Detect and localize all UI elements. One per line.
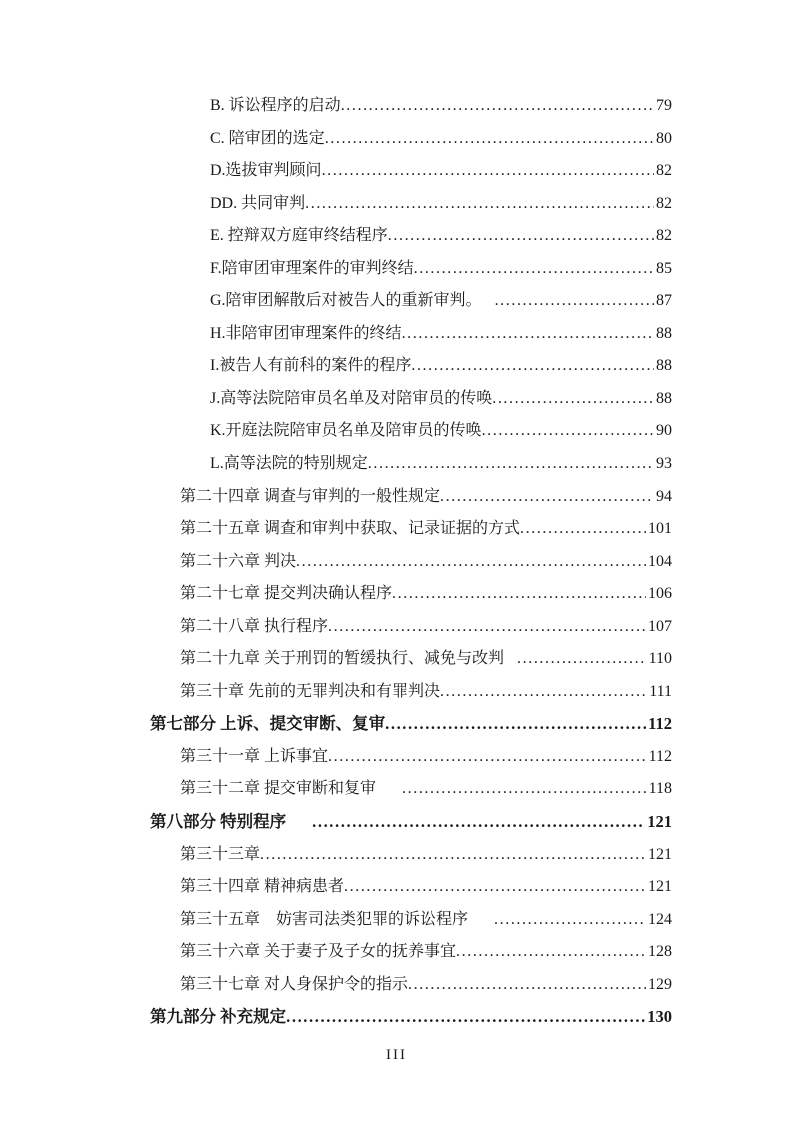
leader-dots — [322, 155, 654, 188]
toc-entry-label: 第七部分 上诉、提交审断、复审 — [150, 714, 386, 734]
toc-entry — [150, 481, 672, 514]
leader-dots — [296, 546, 646, 579]
toc-entry — [150, 839, 672, 872]
toc-entry-page: 85 — [656, 259, 672, 277]
toc-entry-label: I.被告人有前科的案件的程序 — [210, 357, 412, 375]
leader-dots — [305, 188, 654, 221]
toc-entry-page: 112 — [648, 747, 672, 765]
toc-entry-label: E. 控辩双方庭审终结程序 — [210, 227, 388, 245]
leader-dots — [328, 741, 647, 774]
toc-entry-page: 128 — [648, 943, 672, 961]
leader-dots — [517, 643, 647, 676]
toc-entry — [150, 904, 672, 937]
leader-dots — [260, 839, 646, 872]
toc-entry-page: 110 — [648, 650, 672, 668]
toc-entry-label: J.高等法院陪审员名单及对陪审员的传唤 — [210, 389, 493, 407]
page-number: III — [386, 1047, 407, 1063]
toc-entry-page: 93 — [656, 455, 672, 473]
toc-entry — [150, 350, 672, 383]
table-of-contents — [150, 90, 672, 1034]
toc-entry-page: 88 — [656, 389, 672, 407]
toc-entry-label: L.高等法院的特别规定 — [210, 455, 368, 473]
toc-entry-page: 129 — [648, 975, 672, 993]
toc-entry-page: 121 — [648, 845, 672, 863]
toc-entry-label: 第三十六章 关于妻子及子女的抚养事宜 — [180, 943, 457, 961]
toc-entry-page: 82 — [656, 194, 672, 212]
toc-entry — [150, 936, 672, 969]
toc-entry — [150, 513, 672, 546]
toc-entry — [150, 383, 672, 416]
leader-dots — [408, 969, 646, 1002]
toc-entry-page: 88 — [656, 324, 672, 342]
toc-entry-label: 第三十四章 精神病患者 — [180, 878, 345, 896]
toc-entry-page: 121 — [648, 878, 672, 896]
toc-entry-page: 88 — [656, 357, 672, 375]
toc-entry-label: K.开庭法院陪审员名单及陪审员的传唤 — [210, 422, 482, 440]
leader-dots — [392, 578, 646, 611]
toc-entry-label: 第三十七章 对人身保护令的指示 — [180, 975, 409, 993]
toc-entry — [150, 741, 672, 774]
toc-entry — [150, 188, 672, 221]
leader-dots — [341, 90, 654, 123]
toc-entry-page: 121 — [647, 812, 672, 832]
toc-entry-page: 94 — [656, 487, 672, 505]
toc-entry-label: 第二十七章 提交判决确认程序 — [180, 585, 393, 603]
leader-dots — [456, 936, 646, 969]
toc-entry-label: 第三十三章 — [180, 845, 261, 863]
leader-dots — [492, 383, 654, 416]
toc-entry — [150, 155, 672, 188]
leader-dots — [520, 513, 646, 546]
leader-dots — [440, 676, 647, 709]
leader-dots — [494, 904, 646, 937]
leader-dots — [388, 220, 654, 253]
leader-dots — [402, 773, 647, 806]
toc-entry-page: 112 — [648, 714, 672, 734]
toc-entry — [150, 285, 672, 318]
toc-entry — [150, 578, 672, 611]
toc-entry-page: 82 — [656, 227, 672, 245]
leader-dots — [385, 708, 646, 741]
toc-entry-page: 130 — [647, 1007, 672, 1027]
toc-entry — [150, 969, 672, 1002]
toc-entry-label: 第三十五章 妨害司法类犯罪的诉讼程序 — [180, 910, 469, 928]
leader-dots — [482, 415, 654, 448]
toc-entry — [150, 773, 672, 806]
toc-entry — [150, 318, 672, 351]
toc-entry — [150, 220, 672, 253]
toc-entry — [150, 806, 672, 839]
toc-entry — [150, 676, 672, 709]
toc-entry — [150, 643, 672, 676]
leader-dots — [328, 611, 646, 644]
leader-dots — [414, 253, 654, 286]
leader-dots — [286, 1001, 645, 1034]
toc-entry-label: 第三十一章 上诉事宜 — [180, 747, 329, 765]
toc-entry-label: 第二十六章 判决 — [180, 552, 297, 570]
toc-entry-label: H.非陪审团审理案件的终结 — [210, 324, 402, 342]
toc-entry-label: DD. 共同审判 — [210, 194, 306, 212]
leader-dots — [495, 285, 654, 318]
toc-entry-page: 79 — [656, 97, 672, 114]
leader-dots — [344, 871, 646, 904]
toc-entry-label: D.选拔审判顾问 — [210, 162, 322, 180]
toc-entry-label: C. 陪审团的选定 — [210, 129, 325, 147]
toc-entry — [150, 871, 672, 904]
toc-entry-page: 107 — [648, 617, 672, 635]
toc-entry — [150, 448, 672, 481]
toc-entry-label: 第二十九章 关于刑罚的暂缓执行、减免与改判 — [180, 650, 505, 668]
toc-entry-page: 106 — [648, 585, 672, 603]
toc-entry-page: 124 — [648, 910, 672, 928]
toc-entry-label: 第二十五章 调查和审判中获取、记录证据的方式 — [180, 520, 521, 538]
toc-entry — [150, 611, 672, 644]
toc-entry-page: 104 — [648, 552, 672, 570]
toc-entry-label: F.陪审团审理案件的审判终结 — [210, 259, 414, 277]
toc-entry-page: 101 — [648, 520, 672, 538]
toc-entry-page: 118 — [648, 780, 672, 798]
toc-entry-label: B. 诉讼程序的启动 — [210, 97, 341, 114]
toc-entry — [150, 253, 672, 286]
toc-entry — [150, 123, 672, 156]
toc-entry-label: 第二十八章 执行程序 — [180, 617, 329, 635]
toc-entry-page: 90 — [656, 422, 672, 440]
leader-dots — [402, 318, 654, 351]
toc-entry-label: 第八部分 特别程序 — [150, 812, 287, 832]
toc-entry-label: 第二十四章 调查与审判的一般性规定 — [180, 487, 441, 505]
leader-dots — [411, 350, 654, 383]
toc-entry-label: 第九部分 补充规定 — [150, 1007, 287, 1027]
toc-entry-label: G.陪审团解散后对被告人的重新审判。 — [210, 292, 482, 310]
toc-entry — [150, 415, 672, 448]
toc-entry-page: 87 — [656, 292, 672, 310]
toc-entry — [150, 546, 672, 579]
toc-entry-label: 第三十章 先前的无罪判决和有罪判决 — [180, 682, 441, 700]
leader-dots — [312, 806, 645, 839]
toc-entry — [150, 1001, 672, 1034]
leader-dots — [368, 448, 654, 481]
toc-entry-page: 111 — [649, 682, 672, 700]
toc-entry-label: 第三十二章 提交审断和复审 — [180, 780, 377, 798]
toc-entry-page: 82 — [656, 162, 672, 180]
toc-entry — [150, 90, 672, 123]
leader-dots — [440, 481, 654, 514]
toc-entry-page: 80 — [656, 129, 672, 147]
page-footer — [0, 1047, 793, 1064]
toc-entry — [150, 708, 672, 741]
leader-dots — [325, 123, 654, 156]
